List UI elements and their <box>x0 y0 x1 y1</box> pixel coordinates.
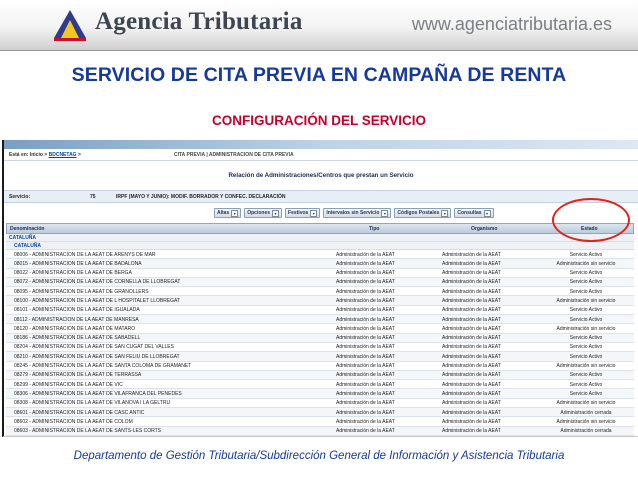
cell-organismo: Administración de la AEAT <box>442 390 501 397</box>
service-description: IRPF (MAYO Y JUNIO): MODIF. BORRADOR Y CONFEC. DECLARACIÓN <box>116 193 286 200</box>
cell-organismo: Administración de la AEAT <box>442 353 501 360</box>
cell-denominacion: 08101 - ADMINISTRACION DE LA AEAT DE IGUALADA <box>14 307 140 314</box>
cell-estado: Administración sin servicio <box>556 260 616 267</box>
festivos-menu-button[interactable]: Festivos ▾ <box>285 208 320 218</box>
table-row[interactable] <box>6 417 634 426</box>
group-row-region[interactable]: CATALUÑA <box>6 234 634 242</box>
breadcrumb-suffix: > <box>76 152 81 158</box>
cell-denominacion: 08602 - ADMINISTRACION DE LA AEAT DE COLOM <box>14 418 133 425</box>
cell-tipo: Administración de la AEAT <box>336 428 395 435</box>
table-row[interactable] <box>6 380 634 389</box>
consultas-menu-button[interactable]: Consultas ▾ <box>454 208 493 218</box>
cell-organismo: Administración de la AEAT <box>442 335 501 342</box>
chevron-down-icon: ▾ <box>310 210 317 217</box>
cell-denominacion: 08601 - ADMINISTRACION DE LA AEAT DE CASC ANTIC <box>14 409 145 416</box>
table-row[interactable] <box>6 389 634 398</box>
cell-organismo: Administración de la AEAT <box>442 363 501 370</box>
table-row[interactable] <box>6 259 634 268</box>
cell-tipo: Administración de la AEAT <box>336 381 395 388</box>
column-header-estado[interactable]: Estado <box>581 225 598 232</box>
cell-estado: Servicio Activo <box>569 372 603 379</box>
chevron-down-icon: ▾ <box>231 210 238 217</box>
cell-estado: Servicio Activo <box>569 316 603 323</box>
table-row[interactable] <box>6 296 634 305</box>
cell-organismo: Administración de la AEAT <box>442 428 501 435</box>
chevron-down-icon: ▾ <box>381 210 388 217</box>
cell-denominacion: 08022 - ADMINISTRACION DE LA AEAT DE BERGA <box>14 270 132 277</box>
table-row[interactable] <box>6 278 634 287</box>
cell-organismo: Administración de la AEAT <box>442 316 501 323</box>
service-number: 75 <box>90 193 96 200</box>
service-info-row <box>4 190 638 203</box>
group-row-subregion[interactable]: CATALUÑA <box>6 242 634 250</box>
cell-organismo: Administración de la AEAT <box>442 372 501 379</box>
table-row[interactable] <box>6 250 634 259</box>
cell-tipo: Administración de la AEAT <box>336 307 395 314</box>
cell-denominacion: 08299 - ADMINISTRACION DE LA AEAT DE VIC <box>14 381 123 388</box>
slide-header <box>0 0 638 51</box>
cell-estado: Servicio Activo <box>569 381 603 388</box>
toolbar <box>214 208 494 217</box>
slide-subtitle: CONFIGURACIÓN DEL SERVICIO <box>211 113 427 128</box>
estado-highlight-circle <box>552 198 630 242</box>
column-header-organismo[interactable]: Organismo <box>471 225 498 232</box>
cell-denominacion: 08204 - ADMINISTRACION DE LA AEAT DE SAN CUGAT DEL VALLES <box>14 344 174 351</box>
cell-denominacion: 08100 - ADMINISTRACION DE LA AEAT DE L HOSPITALET LLOBREGAT <box>14 297 181 304</box>
cell-estado: Servicio Activo <box>569 251 603 258</box>
chevron-down-icon: ▾ <box>484 210 491 217</box>
cell-tipo: Administración de la AEAT <box>336 372 395 379</box>
cell-tipo: Administración de la AEAT <box>336 400 395 407</box>
cell-denominacion: 08120 - ADMINISTRACION DE LA AEAT DE MATARO <box>14 325 136 332</box>
table-row[interactable] <box>6 436 634 437</box>
cell-organismo: Administración de la AEAT <box>442 251 501 258</box>
cell-estado: Administración sin servicio <box>556 363 616 370</box>
slide-footer: Departamento de Gestión Tributaria/Subdirección General de Información y Asistencia Tributaria <box>73 450 565 462</box>
cell-tipo: Administración de la AEAT <box>336 335 395 342</box>
agencia-tributaria-logo-icon <box>52 8 88 42</box>
cell-organismo: Administración de la AEAT <box>442 297 501 304</box>
cell-tipo: Administración de la AEAT <box>336 353 395 360</box>
cell-tipo: Administración de la AEAT <box>336 344 395 351</box>
cell-tipo: Administración de la AEAT <box>336 288 395 295</box>
table-header <box>6 223 634 234</box>
cell-organismo: Administración de la AEAT <box>442 400 501 407</box>
cell-tipo: Administración de la AEAT <box>336 279 395 286</box>
cell-organismo: Administración de la AEAT <box>442 260 501 267</box>
cell-organismo: Administración de la AEAT <box>442 418 501 425</box>
table-row[interactable] <box>6 315 634 324</box>
cell-estado: Administración sin servicio <box>556 418 616 425</box>
cell-organismo: Administración de la AEAT <box>442 381 501 388</box>
breadcrumb <box>9 152 81 158</box>
table-row[interactable] <box>6 371 634 380</box>
cell-estado: Administración cerrada <box>560 409 612 416</box>
cell-estado: Servicio Activo <box>569 307 603 314</box>
cell-denominacion: 08095 - ADMINISTRACION DE LA AEAT DE GRANOLLERS <box>14 288 149 295</box>
altas-menu-button[interactable]: Altas ▾ <box>214 208 241 218</box>
table-row[interactable] <box>6 408 634 417</box>
cell-denominacion: 08015 - ADMINISTRACION DE LA AEAT DE BADALONA <box>14 260 142 267</box>
cell-tipo: Administración de la AEAT <box>336 251 395 258</box>
cell-estado: Servicio Activo <box>569 335 603 342</box>
intervalos-menu-button[interactable]: Intervalos sin Servicio ▾ <box>323 208 391 218</box>
cell-denominacion: 08245 - ADMINISTRACION DE LA AEAT DE SANTA COLOMA DE GRAMANET <box>14 363 192 370</box>
cell-organismo: Administración de la AEAT <box>442 288 501 295</box>
cell-estado: Servicio Activo <box>569 390 603 397</box>
cell-estado: Servicio Activo <box>569 353 603 360</box>
breadcrumb-section: CITA PREVIA | ADMINISTRACION DE CITA PREVIA <box>174 152 294 158</box>
chevron-down-icon: ▾ <box>272 210 279 217</box>
cell-estado: Servicio Activo <box>569 279 603 286</box>
table-row[interactable] <box>6 324 634 333</box>
breadcrumb-row <box>4 150 638 161</box>
cell-organismo: Administración de la AEAT <box>442 279 501 286</box>
codigos-postales-menu-button[interactable]: Códigos Postales ▾ <box>394 208 451 218</box>
cell-denominacion: 08306 - ADMINISTRACION DE LA AEAT DE VILAFRANCA DEL PENEDES <box>14 390 182 397</box>
cell-tipo: Administración de la AEAT <box>336 363 395 370</box>
table-row[interactable] <box>6 334 634 343</box>
section-title: Relación de Administraciones/Centros que prestan un Servicio <box>228 172 414 179</box>
slide-title: SERVICIO DE CITA PREVIA EN CAMPAÑA DE RENTA <box>71 64 567 86</box>
cell-tipo: Administración de la AEAT <box>336 418 395 425</box>
cell-estado: Servicio Activo <box>569 288 603 295</box>
app-screenshot-panel <box>2 140 638 437</box>
administrations-table <box>6 223 634 437</box>
cell-denominacion: 08308 - ADMINISTRACION DE LA AEAT DE VILANOVA I LA GELTRU <box>14 400 171 407</box>
cell-estado: Servicio Activo <box>569 270 603 277</box>
brand-name: Agencia Tributaria <box>95 8 303 35</box>
table-row[interactable] <box>6 427 634 436</box>
cell-estado: Administración sin servicio <box>556 325 616 332</box>
cell-tipo: Administración de la AEAT <box>336 297 395 304</box>
cell-denominacion: 08603 - ADMINISTRACION DE LA AEAT DE SANTS-LES CORTS <box>14 428 161 435</box>
cell-denominacion: 08006 - ADMINISTRACION DE LA AEAT DE ARENYS DE MAR <box>14 251 156 258</box>
breadcrumb-prefix: Está en: Inicio > <box>9 152 49 158</box>
opciones-menu-button[interactable]: Opciones ▾ <box>244 208 282 218</box>
cell-tipo: Administración de la AEAT <box>336 390 395 397</box>
table-row[interactable] <box>6 352 634 361</box>
app-top-bar <box>4 140 638 149</box>
cell-denominacion: 08279 - ADMINISTRACION DE LA AEAT DE TERRASSA <box>14 372 142 379</box>
breadcrumb-link-bdcnetag[interactable]: BDCNETAG <box>48 152 77 158</box>
cell-estado: Administración sin servicio <box>556 297 616 304</box>
service-label: Servicio: <box>9 193 31 200</box>
cell-estado: Administración sin servicio <box>556 400 616 407</box>
table-row[interactable] <box>6 269 634 278</box>
cell-organismo: Administración de la AEAT <box>442 409 501 416</box>
cell-organismo: Administración de la AEAT <box>442 270 501 277</box>
table-row[interactable] <box>6 362 634 371</box>
table-row[interactable] <box>6 287 634 296</box>
chevron-down-icon: ▾ <box>441 210 448 217</box>
table-body <box>6 250 634 437</box>
cell-tipo: Administración de la AEAT <box>336 260 395 267</box>
cell-denominacion: 08112 - ADMINISTRACION DE LA AEAT DE MANRESA <box>14 316 139 323</box>
column-header-denominacion[interactable]: Denominación <box>10 225 45 232</box>
table-row[interactable] <box>6 343 634 352</box>
cell-denominacion: 08072 - ADMINISTRACION DE LA AEAT DE CORNELLA DE LLOBREGAT <box>14 279 181 286</box>
site-url: www.agenciatributaria.es <box>411 14 612 34</box>
cell-tipo: Administración de la AEAT <box>336 316 395 323</box>
cell-organismo: Administración de la AEAT <box>442 344 501 351</box>
cell-organismo: Administración de la AEAT <box>442 307 501 314</box>
table-row[interactable] <box>6 306 634 315</box>
cell-estado: Servicio Activo <box>569 344 603 351</box>
cell-tipo: Administración de la AEAT <box>336 270 395 277</box>
cell-estado: Administración cerrada <box>560 428 612 435</box>
cell-denominacion: 08210 - ADMINISTRACION DE LA AEAT DE SAN FELIU DE LLOBREGAT <box>14 353 180 360</box>
cell-tipo: Administración de la AEAT <box>336 409 395 416</box>
cell-denominacion: 08186 - ADMINISTRACION DE LA AEAT DE SABADELL <box>14 335 141 342</box>
cell-tipo: Administración de la AEAT <box>336 325 395 332</box>
table-row[interactable] <box>6 399 634 408</box>
column-header-tipo[interactable]: Tipo <box>369 225 380 232</box>
cell-organismo: Administración de la AEAT <box>442 325 501 332</box>
